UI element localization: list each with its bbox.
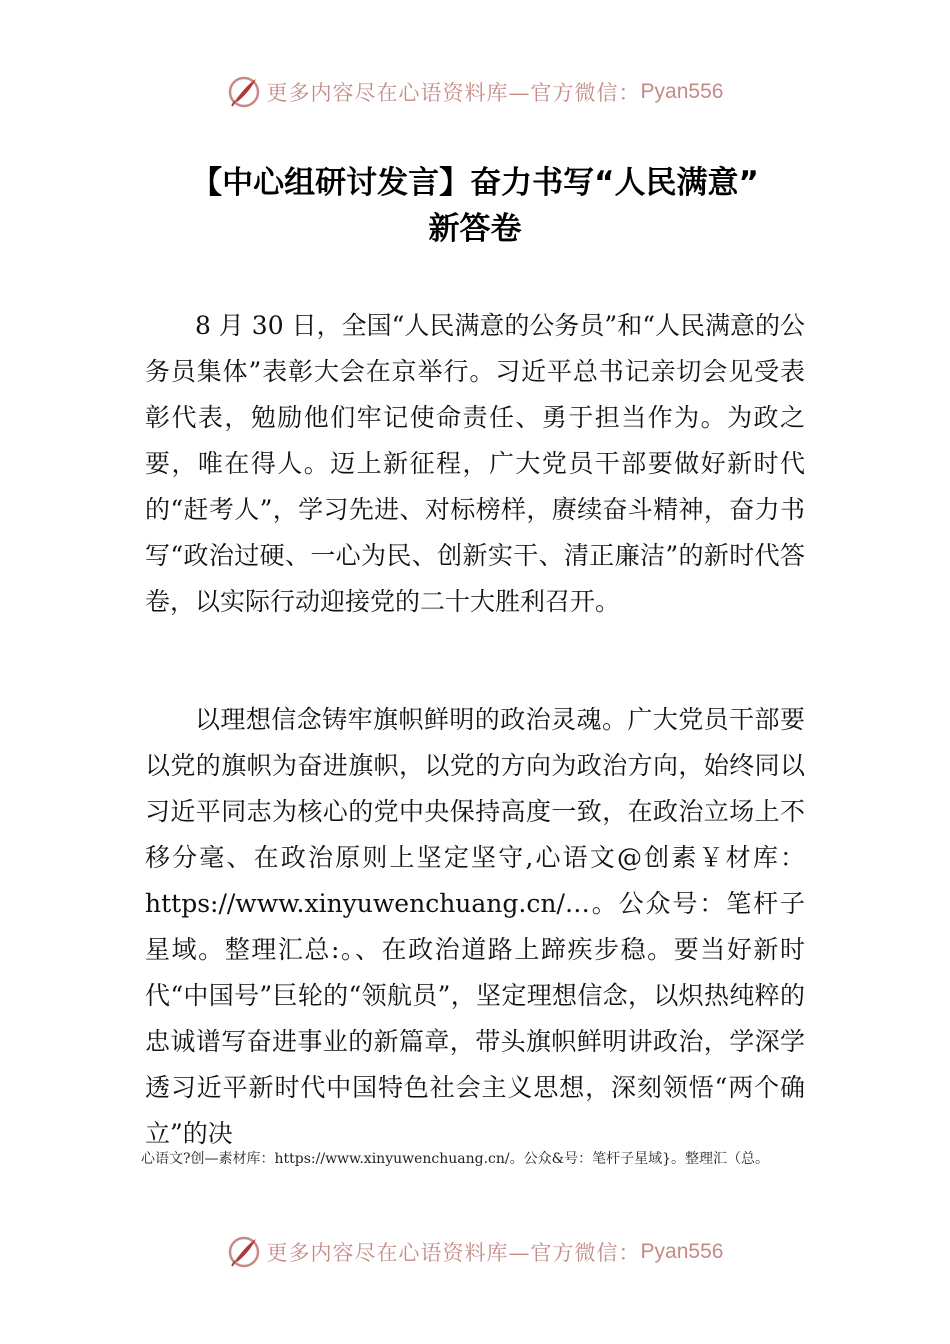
title-line-2: 新答卷: [428, 211, 522, 247]
quill-logo-icon: [227, 75, 261, 109]
banner-handle: Pyan556: [640, 80, 724, 103]
quill-logo-icon: [227, 1235, 261, 1269]
body-paragraph-1: 8 月 30 日，全国“人民满意的公务员”和“人民满意的公务员集体”表彰大会在京举行。习近平总书记亲切会见受表彰代表，勉励他们牢记使命责任、勇于担当作为。为政之要，唯在得人。迈上新征程，广大党员干部要做好新时代的“赶考人”，学习先进、对标榜样，赓续奋斗精神，奋力书写“政治过硬、一心为民、创新实干、清正廉洁”的新时代答卷，以实际行动迎接党的二十大胜利召开。: [145, 311, 805, 616]
banner-text: 更多内容尽在心语资料库—官方微信：: [266, 1241, 641, 1265]
banner-handle: Pyan556: [640, 1240, 724, 1263]
footnote: 心语文?创—素材库：https://www.xinyuwenchuang.cn/。公众&号：笔杆子星域}。整理汇（总。: [141, 1151, 770, 1167]
header-banner: [0, 70, 950, 114]
body-paragraph-2: 以理想信念铸牢旗帜鲜明的政治灵魂。广大党员干部要以党的旗帜为奋进旗帜，以党的方向为政治方向，始终同以习近平同志为核心的党中央保持高度一致，在政治立场上不移分毫、在政治原则上坚定坚守,心语文@创素￥材库：https://www.xinyuwenchuang.cn/…。公众号：笔杆子星域。整理汇总:。、在政治道路上蹄疾步稳。要当好新时代“中国号”巨轮的“领航员”，坚定理想信念，以炽热纯粹的忠诚谱写奋进事业的新篇章，带头旗帜鲜明讲政治，学深学透习近平新时代中国特色社会主义思想，深刻领悟“两个确立”的决: [145, 705, 805, 1148]
footer-banner: [0, 1230, 950, 1274]
banner-text: 更多内容尽在心语资料库—官方微信：: [266, 81, 641, 105]
title-line-1: 【中心组研讨发言】奋力书写“人民满意”: [191, 165, 759, 201]
page-title: [60, 160, 890, 252]
